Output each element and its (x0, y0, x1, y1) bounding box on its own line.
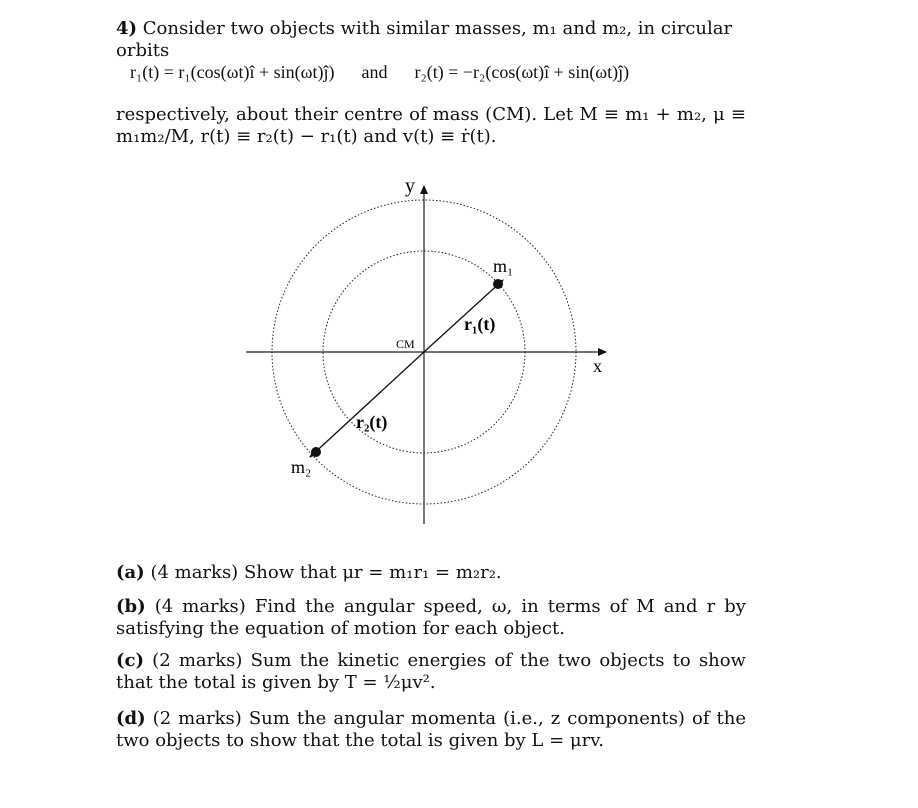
part-c-text: Sum the kinetic energies of the two objects to show that the total is given by T = ½μv². (116, 650, 746, 693)
x-axis-label: x (593, 356, 602, 376)
part-b-text: Find the angular speed, ω, in terms of M and r by satisfying the equation of motion for each object. (116, 596, 746, 639)
mass-m2-dot (311, 447, 321, 457)
mass-m1-dot (493, 279, 503, 289)
part-d (116, 708, 746, 752)
r1-label: r₁(t) (464, 314, 496, 334)
definitions-text: respectively, about their centre of mass (CM). Let M ≡ m₁ + m₂, μ ≡ m₁m₂/M, r(t) ≡ r₂(t) − r₁(t) and v(t) ≡ ṙ(t). (116, 104, 746, 147)
r2-label: r₂(t) (356, 412, 388, 432)
part-d-text: Sum the angular momenta (i.e., z components) of the two objects to show that the total is given by L = μrv. (116, 708, 746, 751)
part-c (116, 650, 746, 694)
equation-and: and (361, 62, 388, 82)
y-axis-label: y (405, 175, 415, 197)
part-b (116, 596, 746, 640)
m2-label: m₂ (291, 457, 312, 477)
part-b-label: (b) (116, 596, 146, 617)
problem-number: 4) (116, 18, 138, 39)
part-a (116, 562, 746, 584)
r2-vector (310, 352, 424, 457)
part-a-text: Show that μr = m₁r₁ = m₂r₂. (243, 562, 502, 583)
part-a-label: (a) (116, 562, 145, 583)
problem-intro-text: Consider two objects with similar masses, m₁ and m₂, in circular orbits (116, 18, 733, 61)
equation-r1: r₁(t) = r₁(cos(ωt)î + sin(ωt)ĵ) (130, 62, 335, 82)
cm-label: CM (396, 337, 415, 351)
part-b-marks: (4 marks) (154, 596, 246, 617)
part-d-marks: (2 marks) (152, 708, 242, 729)
equation-r2: r₂(t) = −r₂(cos(ωt)î + sin(ωt)ĵ) (414, 62, 630, 82)
part-c-label: (c) (116, 650, 144, 671)
part-c-marks: (2 marks) (152, 650, 243, 671)
part-d-label: (d) (116, 708, 146, 729)
part-a-marks: (4 marks) (150, 562, 239, 583)
m1-label: m₁ (493, 256, 514, 276)
